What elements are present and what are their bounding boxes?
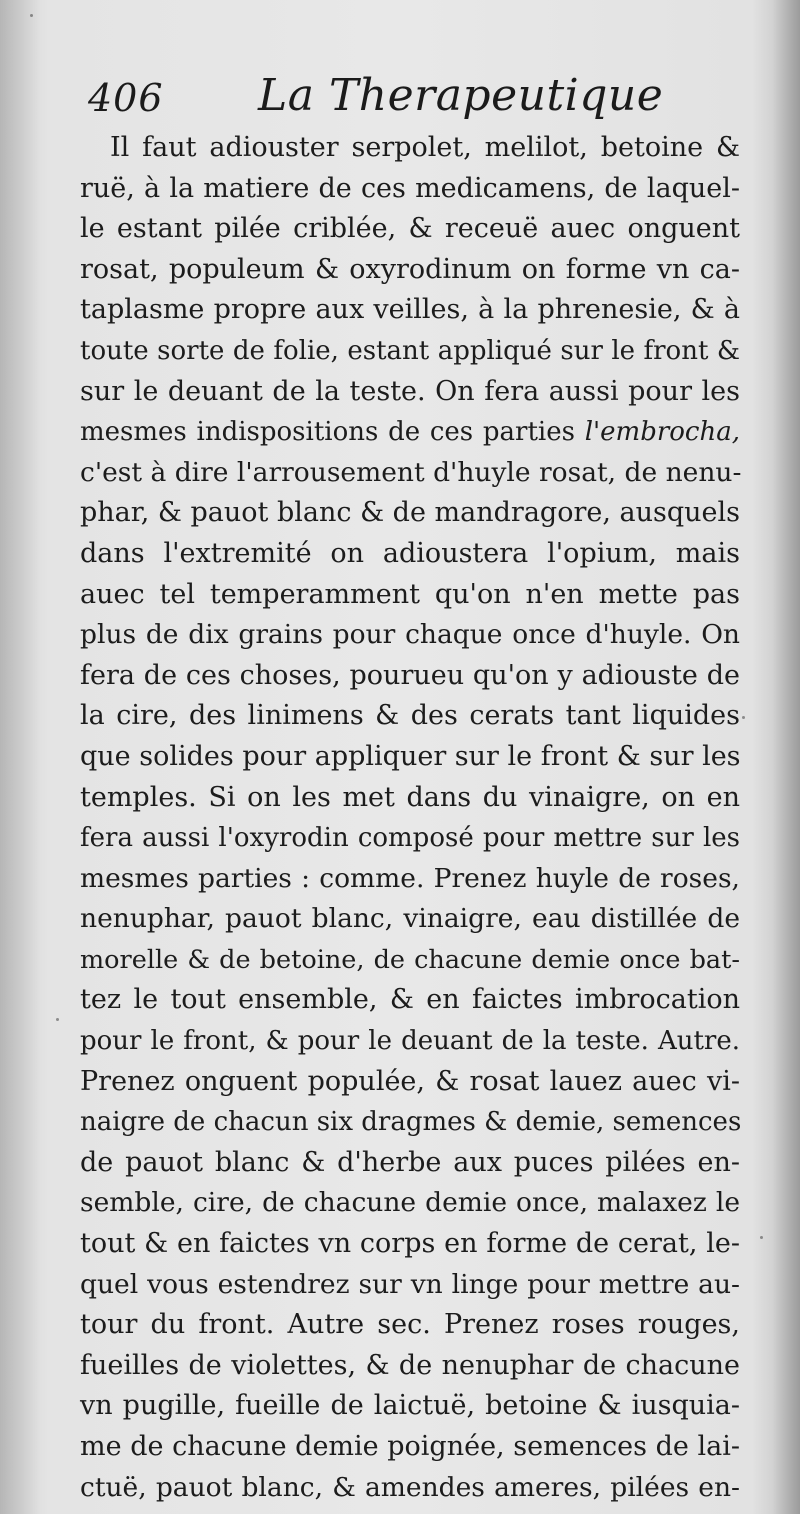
text-line: me de chacune demie poignée, semences de lai- xyxy=(80,1431,740,1462)
body-text xyxy=(80,128,740,1508)
text-line: sur le deuant de la teste. On fera aussi pour les xyxy=(80,375,740,407)
text-line: le estant pilée criblée, & receuë auec onguent xyxy=(80,213,740,245)
text-line: plus de dix grains pour chaque once d'huyle. On xyxy=(80,619,740,651)
text-line: toute sorte de folie, estant appliqué sur le front & xyxy=(80,335,740,366)
text-line: rosat, populeum & oxyrodinum on forme vn ca- xyxy=(80,253,740,285)
text-line: taplasme propre aux veilles, à la phrenesie, & à xyxy=(80,294,740,326)
page-header xyxy=(88,70,708,130)
text-line: tour du front. Autre sec. Prenez roses rouges, xyxy=(80,1309,740,1341)
text-line: de pauot blanc & d'herbe aux puces pilées en- xyxy=(80,1146,740,1178)
text-line: pour le front, & pour le deuant de la teste. Autre. xyxy=(80,1026,740,1057)
text-line: quel vous estendrez sur vn linge pour mettre au- xyxy=(80,1268,740,1300)
print-speck xyxy=(30,14,33,17)
page-spine-shadow xyxy=(772,0,800,1514)
text-line: ctuë, pauot blanc, & amendes ameres, pilées en- xyxy=(80,1471,740,1503)
text-line: que solides pour appliquer sur le front & sur les xyxy=(80,740,741,772)
text-line: ruë, à la matiere de ces medicamens, de laquel- xyxy=(80,172,740,204)
page-left-shadow xyxy=(0,0,40,1514)
page-number: 406 xyxy=(88,76,164,120)
text-line: c'est à dire l'arrousement d'huyle rosat, de nenu- xyxy=(80,456,742,488)
text-line xyxy=(80,412,740,453)
text-line: morelle & de betoine, de chacune demie once bat- xyxy=(80,944,740,975)
text-line: semble, cire, de chacune demie once, malaxez le xyxy=(80,1187,740,1219)
text-line-segment: mesmes indispositions de ces parties xyxy=(80,417,585,448)
text-line: mesmes parties : comme. Prenez huyle de roses, xyxy=(80,862,740,894)
text-line: fera de ces choses, pourueu qu'on y adiouste de xyxy=(80,659,740,691)
print-speck xyxy=(56,1018,59,1021)
text-line: phar, & pauot blanc & de mandragore, ausquels xyxy=(80,497,740,529)
text-line: tout & en faictes vn corps en forme de cerat, le- xyxy=(80,1228,740,1260)
text-line: naigre de chacun six dragmes & demie, semences xyxy=(80,1107,742,1138)
text-line: nenuphar, pauot blanc, vinaigre, eau distillée de xyxy=(80,903,740,935)
text-line: auec tel temperamment qu'on n'en mette pas xyxy=(80,578,740,610)
text-line: fueilles de violettes, & de nenuphar de chacune xyxy=(80,1349,740,1381)
print-speck xyxy=(760,1236,763,1239)
running-title: La Therapeutique xyxy=(258,70,664,121)
text-line: dans l'extremité on adioustera l'opium, mais xyxy=(80,537,740,569)
text-line: tez le tout ensemble, & en faictes imbrocation xyxy=(80,984,740,1016)
italic-term: l'embrocha, xyxy=(584,417,740,448)
text-line: temples. Si on les met dans du vinaigre, on en xyxy=(80,781,740,813)
text-line: fera aussi l'oxyrodin composé pour mettre sur les xyxy=(80,823,740,854)
print-speck xyxy=(742,716,745,719)
text-line: Il faut adiouster serpolet, melilot, betoine & xyxy=(110,132,740,163)
text-line: vn pugille, fueille de laictuë, betoine & iusquia- xyxy=(80,1390,740,1422)
text-line: Prenez onguent populée, & rosat lauez auec vi- xyxy=(80,1065,740,1097)
text-line: la cire, des linimens & des cerats tant liquides xyxy=(80,700,740,732)
